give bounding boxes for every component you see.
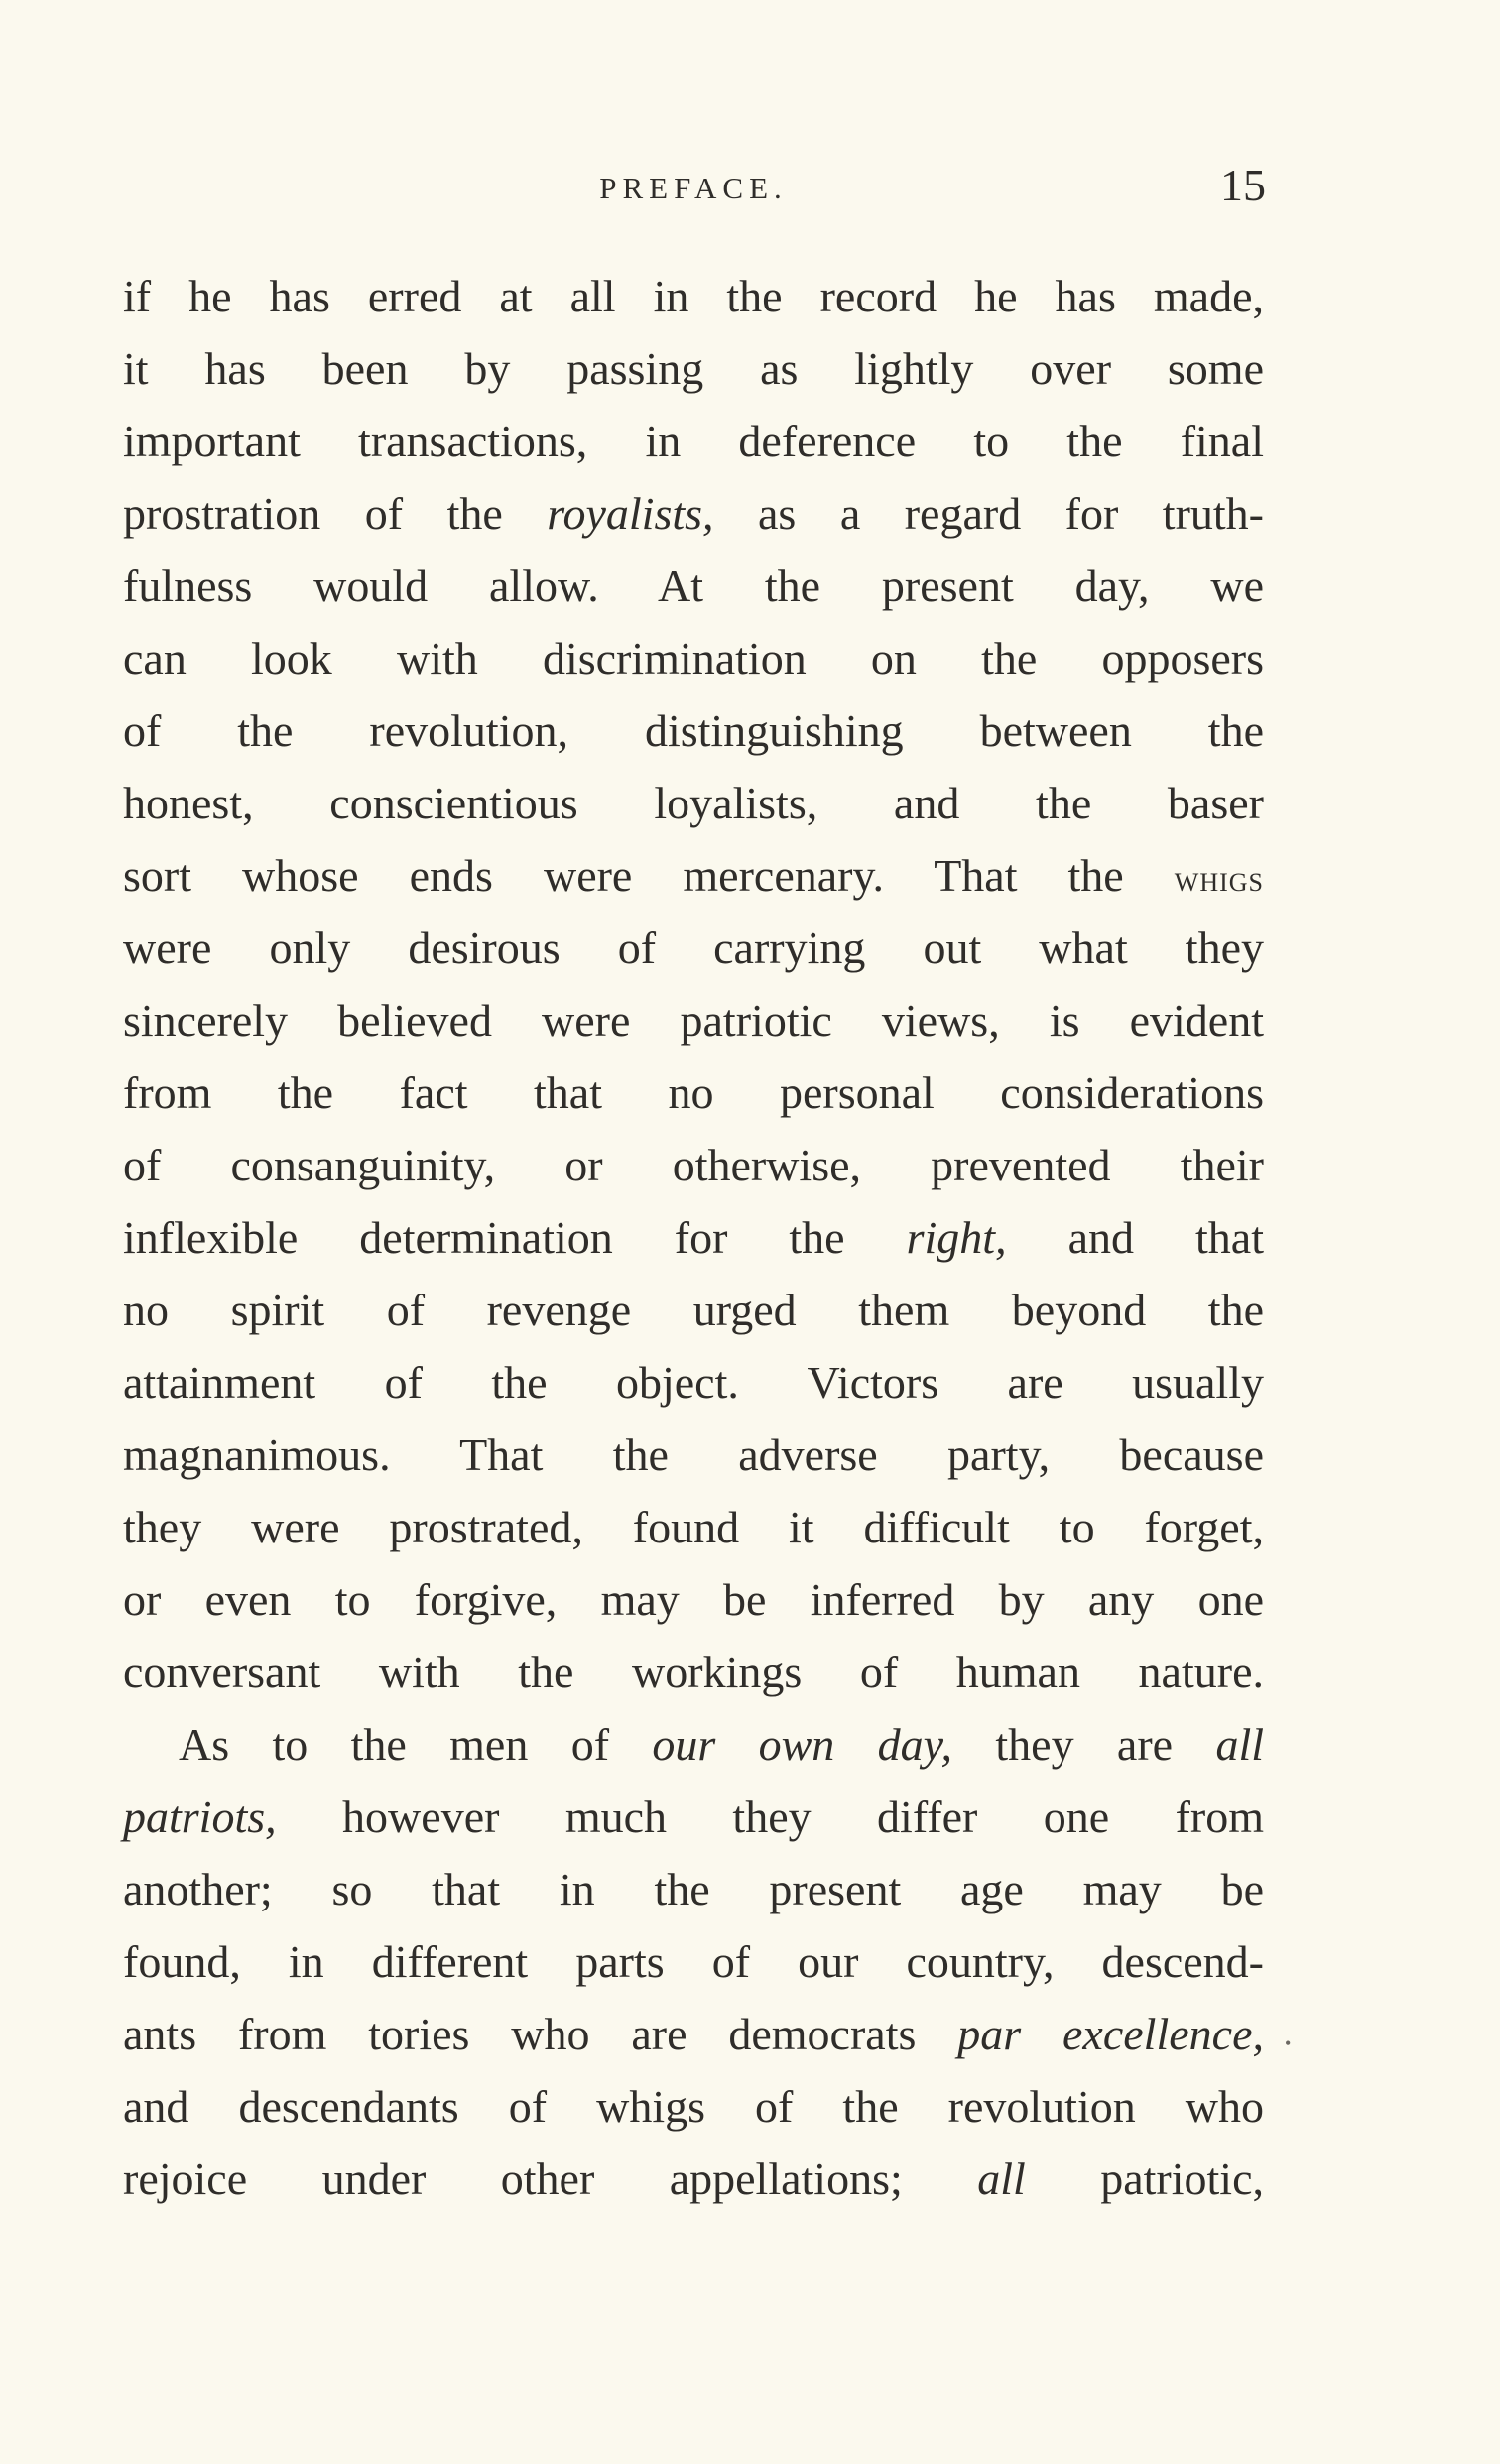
text-line bbox=[123, 839, 1264, 912]
text-run: another; so that in the present age may be bbox=[123, 1864, 1264, 1914]
text-run: patriotic, bbox=[1025, 2154, 1264, 2204]
text-run: prostration of the bbox=[123, 488, 548, 539]
italic-text: royalists, bbox=[547, 488, 714, 539]
text-line bbox=[123, 1346, 1264, 1418]
text-run: sincerely believed were patriotic views, is evident bbox=[123, 995, 1264, 1046]
text-run: however much they differ one from bbox=[276, 1791, 1264, 1842]
text-line bbox=[123, 1056, 1264, 1129]
text-line bbox=[123, 767, 1264, 839]
text-line bbox=[123, 1853, 1264, 1925]
text-line bbox=[123, 1563, 1264, 1636]
page-number: 15 bbox=[1220, 160, 1266, 210]
text-line bbox=[123, 1636, 1264, 1708]
text-line bbox=[123, 1129, 1264, 1201]
body-text bbox=[123, 260, 1264, 2215]
text-run: magnanimous. That the adverse party, because bbox=[123, 1429, 1264, 1480]
text-line bbox=[123, 405, 1264, 477]
text-run: attainment of the object. Victors are usually bbox=[123, 1357, 1264, 1408]
text-line bbox=[123, 1201, 1264, 1274]
small-caps-text: whigs bbox=[1174, 858, 1264, 900]
text-run: of consanguinity, or otherwise, prevented their bbox=[123, 1140, 1264, 1190]
text-line bbox=[123, 1708, 1264, 1781]
text-line bbox=[123, 694, 1264, 767]
italic-text: our own day, bbox=[652, 1719, 953, 1770]
text-run: honest, conscientious loyalists, and the baser bbox=[123, 778, 1264, 828]
italic-text: all bbox=[1215, 1719, 1264, 1770]
text-line bbox=[123, 2070, 1264, 2143]
text-run: and that bbox=[1006, 1212, 1264, 1263]
text-run: of the revolution, distinguishing between the bbox=[123, 705, 1264, 756]
text-run: they were prostrated, found it difficult to forget, bbox=[123, 1502, 1264, 1552]
text-run: fulness would allow. At the present day, we bbox=[123, 560, 1264, 611]
text-run: rejoice under other appellations; bbox=[123, 2154, 978, 2204]
text-line bbox=[123, 332, 1264, 405]
text-run: from the fact that no personal considerations bbox=[123, 1067, 1264, 1118]
text-run: conversant with the workings of human nature. bbox=[123, 1647, 1264, 1697]
text-run: if he has erred at all in the record he has made, bbox=[123, 271, 1264, 321]
text-run: inflexible determination for the bbox=[123, 1212, 907, 1263]
running-title: PREFACE. bbox=[599, 171, 788, 205]
text-line bbox=[123, 477, 1264, 550]
text-run: important transactions, in deference to the final bbox=[123, 416, 1264, 466]
italic-text: par excellence, bbox=[957, 2009, 1264, 2059]
text-run: sort whose ends were mercenary. That the bbox=[123, 850, 1175, 901]
text-run: ants from tories who are democrats bbox=[123, 2009, 958, 2059]
italic-text: patriots, bbox=[123, 1791, 277, 1842]
text-run: no spirit of revenge urged them beyond the bbox=[123, 1285, 1264, 1335]
text-run: were only desirous of carrying out what they bbox=[123, 923, 1264, 973]
text-line bbox=[123, 1781, 1264, 1853]
text-run: it has been by passing as lightly over some bbox=[123, 343, 1264, 394]
text-line bbox=[123, 260, 1264, 332]
text-line bbox=[123, 550, 1264, 622]
text-run: or even to forgive, may be inferred by any one bbox=[123, 1574, 1264, 1625]
text-run: as a regard for truth- bbox=[713, 488, 1264, 539]
text-line bbox=[123, 1418, 1264, 1491]
text-line bbox=[123, 912, 1264, 984]
text-run: can look with discrimination on the opposers bbox=[123, 633, 1264, 683]
text-line bbox=[123, 984, 1264, 1056]
italic-text: right, bbox=[906, 1212, 1007, 1263]
text-line bbox=[123, 1925, 1264, 1998]
text-line bbox=[123, 622, 1264, 694]
text-line bbox=[123, 1274, 1264, 1346]
text-line bbox=[123, 1998, 1264, 2070]
running-head bbox=[123, 159, 1264, 218]
text-run: found, in different parts of our country, descend- bbox=[123, 1936, 1264, 1987]
italic-text: all bbox=[977, 2154, 1026, 2204]
text-run: they are bbox=[952, 1719, 1216, 1770]
text-run: and descendants of whigs of the revolution who bbox=[123, 2081, 1264, 2132]
text-line bbox=[123, 2143, 1264, 2215]
stray-ink-mark: • bbox=[1285, 2033, 1292, 2053]
text-line bbox=[123, 1491, 1264, 1563]
text-run: As to the men of bbox=[179, 1719, 653, 1770]
